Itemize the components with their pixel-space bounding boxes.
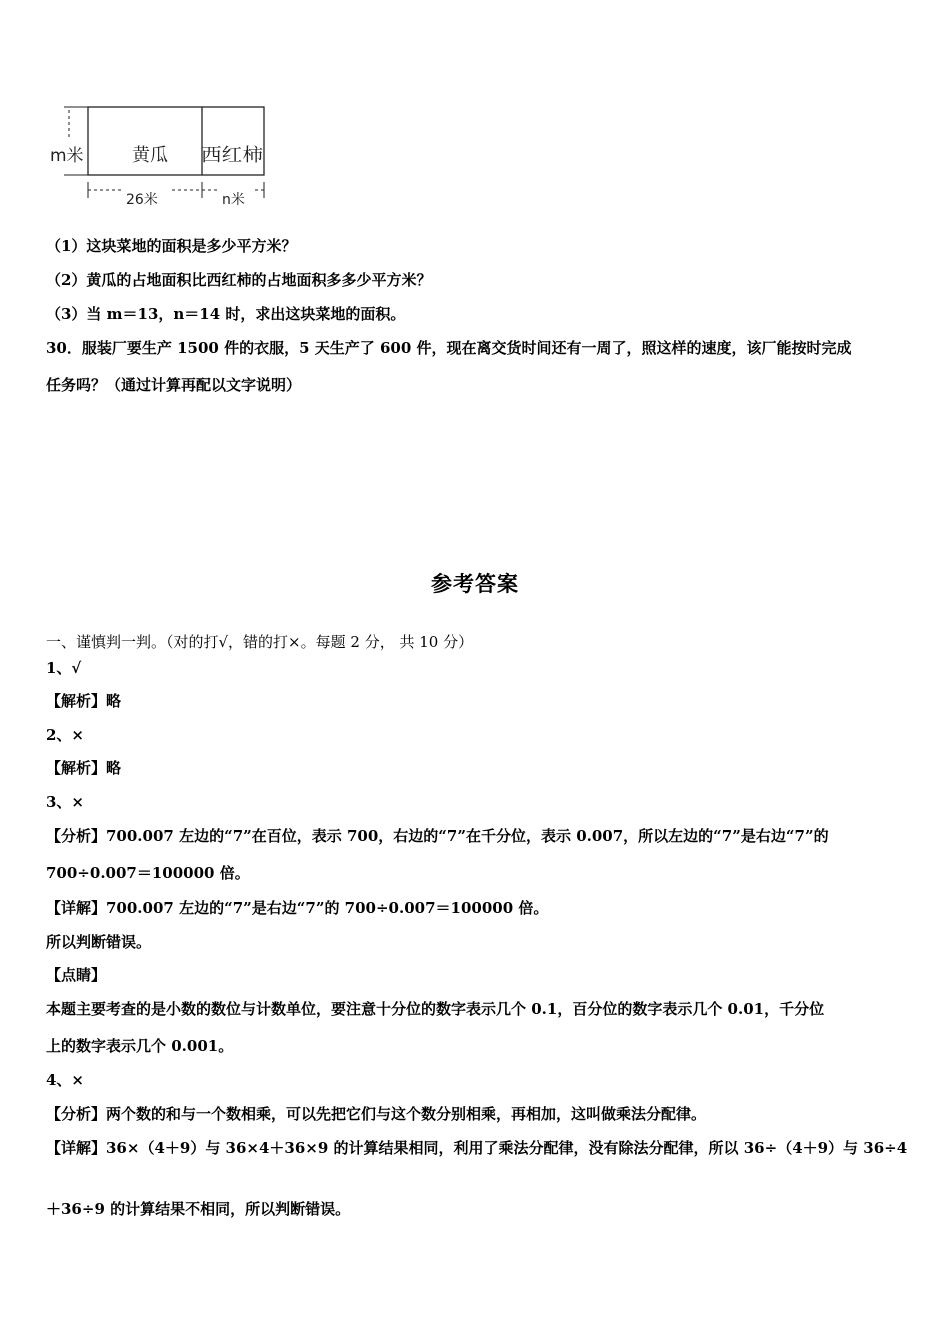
answer-3-remark-line2: 上的数字表示几个 0.001。: [46, 1037, 234, 1055]
answer-3-analysis-line1: 【分析】700.007 左边的“7”在百位，表示 700，右边的“7”在千分位，表示 0.007，所以左边的“7”是右边“7”的: [46, 827, 829, 845]
width-right-label: n米: [222, 192, 245, 208]
q29-sub2: （2）黄瓜的占地面积比西红柿的占地面积多多少平方米？: [46, 271, 432, 289]
answers-title: 参考答案: [431, 572, 519, 596]
answer-3-remark-heading: 【点睛】: [46, 966, 107, 984]
q29-sub1: （1）这块菜地的面积是多少平方米？: [46, 237, 297, 255]
vegetable-plot-diagram: [44, 98, 284, 214]
answer-1: 1、√: [46, 659, 82, 677]
width-left-label: 26米: [126, 192, 158, 208]
answer-3-detail: 【详解】700.007 左边的“7”是右边“7”的 700÷0.007＝100000 倍。: [46, 899, 549, 917]
answer-3: 3、×: [46, 793, 85, 811]
q29-sub3: （3）当 m＝13，n＝14 时，求出这块菜地的面积。: [46, 305, 406, 323]
answer-1-analysis: 【解析】略: [46, 692, 122, 710]
q30-line2: 任务吗？（通过计算再配以文字说明）: [46, 376, 302, 394]
height-label: m米: [50, 146, 84, 166]
tomato-label: 西红柿: [201, 145, 263, 166]
answer-4-detail-line1: 【详解】36×（4＋9）与 36×4＋36×9 的计算结果相同，利用了乘法分配律，没有除法分配律，所以 36÷（4＋9）与 36÷4: [46, 1139, 908, 1157]
section1-heading: 一、谨慎判一判。（对的打√，错的打×。每题 2 分， 共 10 分）: [46, 633, 474, 651]
answer-2: 2、×: [46, 726, 85, 744]
answer-3-remark-line1: 本题主要考查的是小数的数位与计数单位，要注意十分位的数字表示几个 0.1，百分位的数字表示几个 0.01，千分位: [46, 1000, 825, 1018]
answer-4-analysis: 【分析】两个数的和与一个数相乘，可以先把它们与这个数分别相乘，再相加，这叫做乘法分配律。: [46, 1105, 707, 1123]
answer-2-analysis: 【解析】略: [46, 759, 122, 777]
answer-4: 4、×: [46, 1071, 85, 1089]
answer-3-analysis-line2: 700÷0.007＝100000 倍。: [46, 864, 250, 882]
answer-4-detail-line2: ＋36÷9 的计算结果不相同，所以判断错误。: [46, 1200, 351, 1218]
answer-3-conclusion: 所以判断错误。: [46, 933, 152, 951]
q30-line1: 30．服装厂要生产 1500 件的衣服，5 天生产了 600 件，现在离交货时间还有一周了，照这样的速度，该厂能按时完成: [46, 339, 852, 357]
cucumber-label: 黄瓜: [132, 145, 168, 166]
